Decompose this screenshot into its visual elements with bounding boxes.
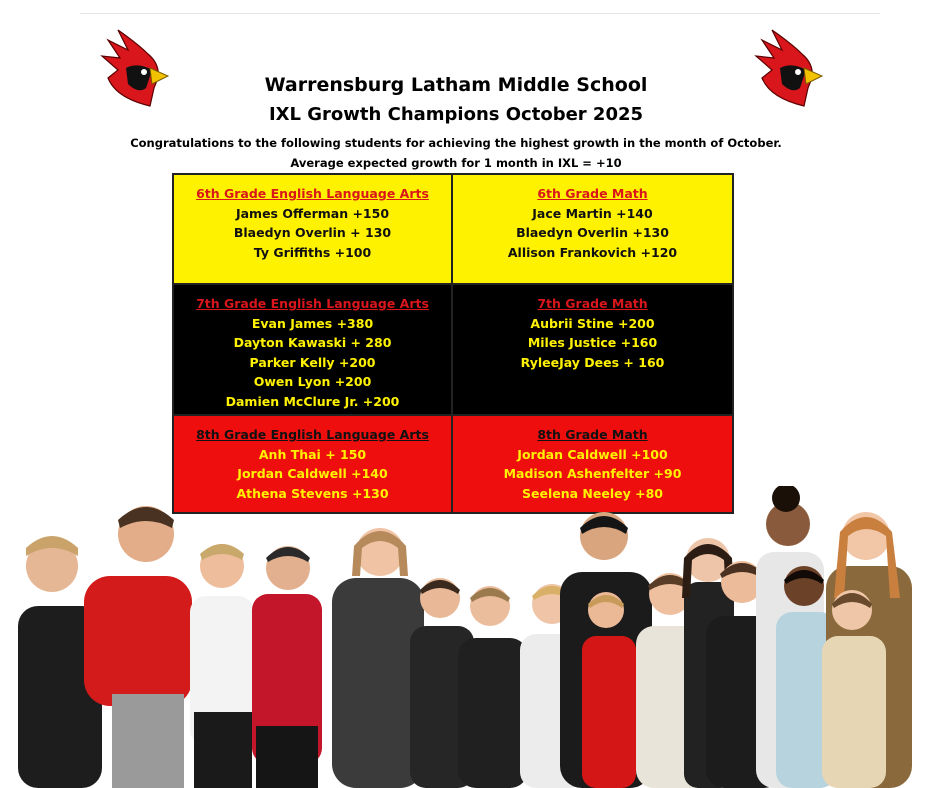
champions-table bbox=[172, 173, 734, 514]
grade-heading: 8th Grade English Language Arts bbox=[196, 427, 429, 442]
grade-heading: 6th Grade English Language Arts bbox=[196, 186, 429, 201]
student-entry: Allison Frankovich +120 bbox=[507, 244, 678, 260]
student-entry: Jordan Caldwell +140 bbox=[237, 466, 388, 482]
student-entry: Jordan Caldwell +100 bbox=[517, 446, 668, 462]
grade-heading: 7th Grade Math bbox=[537, 296, 648, 311]
expected-growth-text: Average expected growth for 1 month in IXL = +10 bbox=[290, 156, 622, 170]
student-entry: Aubrii Stine +200 bbox=[530, 315, 655, 331]
student-entry: Blaedyn Overlin +130 bbox=[516, 225, 669, 241]
student-entry: Owen Lyon +200 bbox=[253, 374, 372, 390]
program-title: IXL Growth Champions October 2025 bbox=[268, 104, 644, 125]
student-entry: Dayton Kawaski + 280 bbox=[233, 335, 392, 351]
student-figure bbox=[190, 544, 254, 788]
student-entry: Blaedyn Overlin + 130 bbox=[233, 225, 392, 241]
student-entry: Damien McClure Jr. +200 bbox=[225, 393, 400, 409]
student-figure bbox=[252, 546, 322, 788]
student-entry: Athena Stevens +130 bbox=[236, 485, 389, 501]
student-entry: Jace Martin +140 bbox=[532, 205, 653, 221]
student-figure bbox=[458, 586, 528, 788]
grade-cell bbox=[453, 175, 732, 283]
student-entry: Parker Kelly +200 bbox=[249, 354, 376, 370]
grade-heading: 8th Grade Math bbox=[537, 427, 648, 442]
grade-heading: 6th Grade Math bbox=[537, 186, 648, 201]
grade-heading: 7th Grade English Language Arts bbox=[196, 296, 429, 311]
students-group-photo bbox=[0, 486, 940, 788]
school-title: Warrensburg Latham Middle School bbox=[264, 74, 648, 96]
grade-cell bbox=[174, 175, 453, 283]
student-entry: Anh Thai + 150 bbox=[258, 446, 367, 462]
student-entry: Madison Ashenfelter +90 bbox=[503, 466, 682, 482]
top-divider bbox=[80, 13, 880, 14]
student-entry: RyleeJay Dees + 160 bbox=[520, 354, 665, 370]
grade-cell bbox=[453, 283, 732, 414]
student-entry: Evan James +380 bbox=[251, 315, 374, 331]
student-entry: Seelena Neeley +80 bbox=[522, 485, 663, 501]
grade-cell bbox=[174, 283, 453, 414]
student-entry: Miles Justice +160 bbox=[527, 335, 658, 351]
congratulations-text: Congratulations to the following students for achieving the highest growth in the month of October. bbox=[130, 136, 782, 150]
student-entry: James Offerman +150 bbox=[235, 205, 390, 221]
cardinal-mascot-icon bbox=[752, 28, 824, 110]
student-entry: Ty Griffiths +100 bbox=[253, 244, 372, 260]
cardinal-mascot-icon bbox=[98, 28, 170, 110]
